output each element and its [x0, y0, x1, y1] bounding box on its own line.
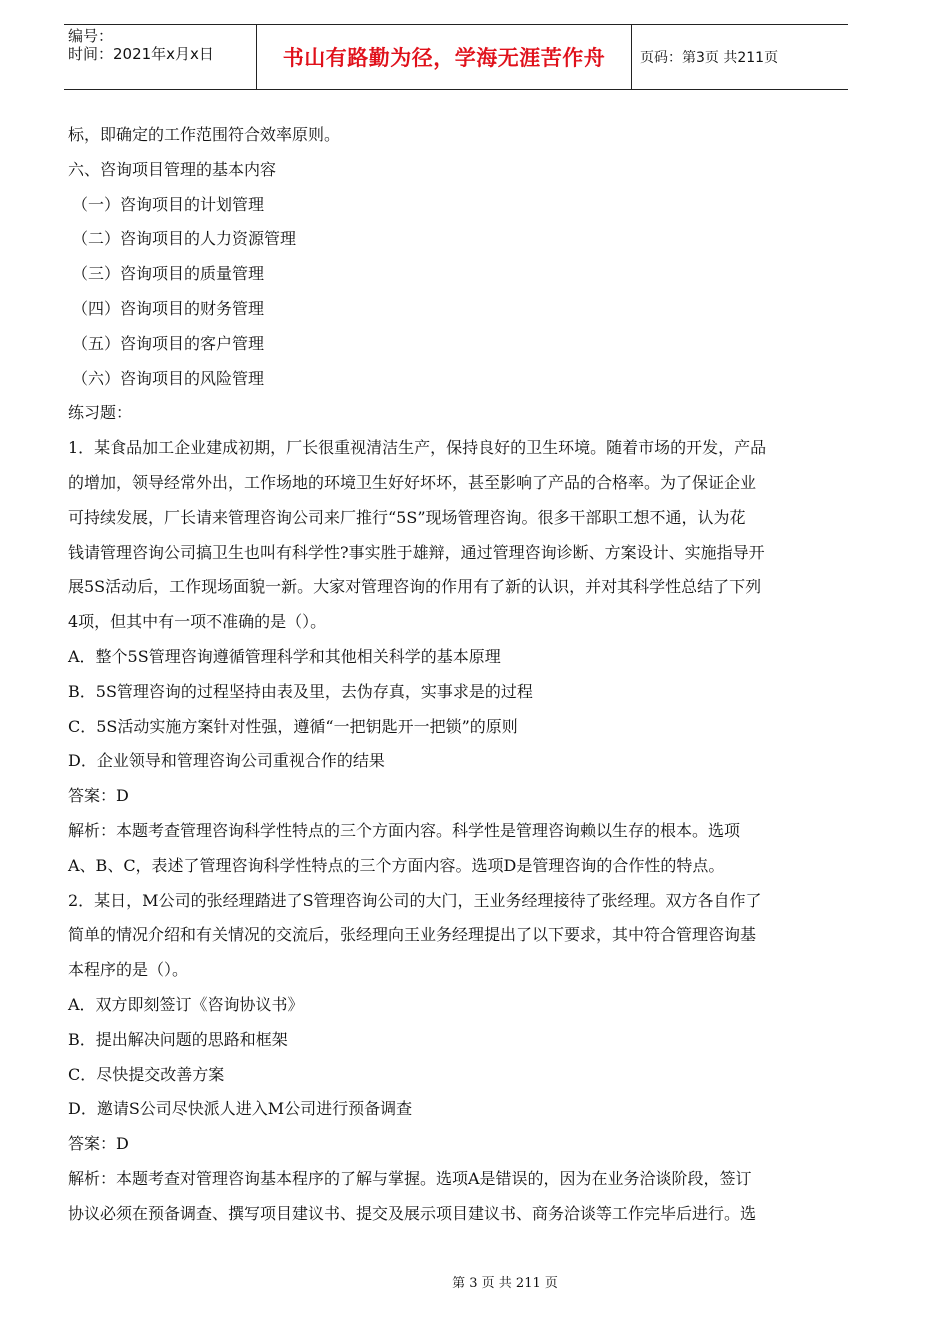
explanation: 解析：本题考查管理咨询科学性特点的三个方面内容。科学性是管理咨询赖以生存的根本。选项	[68, 820, 741, 840]
explanation: 协议必须在预备调查、撰写项目建议书、提交及展示项目建议书、商务洽谈等工作完毕后进行。选	[68, 1203, 757, 1223]
question-text: 简单的情况介绍和有关情况的交流后，张经理向王业务经理提出了以下要求，其中符合管理咨询基	[68, 925, 757, 945]
body-line: 标，即确定的工作范围符合效率原则。	[68, 125, 341, 144]
option-a: A．整个5S管理咨询遵循管理科学和其他相关科学的基本原理	[68, 646, 501, 666]
header-page-info-cell	[632, 25, 848, 89]
option-c: C．尽快提交改善方案	[68, 1064, 225, 1084]
list-item: （六）咨询项目的风险管理	[72, 368, 265, 388]
document-number: 编号：	[68, 27, 114, 45]
header-motto-cell	[256, 25, 632, 89]
page-header	[64, 24, 848, 90]
list-item: （五）咨询项目的客户管理	[72, 333, 265, 353]
question-text: 2．某日，M公司的张经理踏进了S管理咨询公司的大门，王业务经理接待了张经理。双方各自作了	[68, 890, 762, 910]
answer: 答案：D	[68, 1134, 129, 1154]
section-heading: 六、咨询项目管理的基本内容	[68, 159, 277, 179]
answer: 答案：D	[68, 786, 129, 806]
list-item: （三）咨询项目的质量管理	[72, 264, 265, 284]
header-meta	[64, 25, 256, 89]
option-b: B．5S管理咨询的过程坚持由表及里，去伪存真，实事求是的过程	[68, 681, 533, 701]
question-text: 1．某食品加工企业建成初期，厂长很重视清洁生产，保持良好的卫生环境。随着市场的开发，产品	[68, 438, 767, 458]
option-d: D．邀请S公司尽快派人进入M公司进行预备调查	[68, 1099, 413, 1119]
question-text: 的增加，领导经常外出，工作场地的环境卫生好好坏坏，甚至影响了产品的合格率。为了保证企业	[68, 472, 757, 492]
page-footer: 第 3 页 共 211 页	[452, 1276, 558, 1291]
explanation: A、B、C，表述了管理咨询科学性特点的三个方面内容。选项D是管理咨询的合作性的特点。	[68, 855, 725, 875]
option-b: B．提出解决问题的思路和框架	[68, 1029, 288, 1049]
question-text: 4项，但其中有一项不准确的是（）。	[68, 612, 327, 632]
option-a: A．双方即刻签订《咨询协议书》	[68, 994, 304, 1014]
list-item: （一）咨询项目的计划管理	[72, 194, 265, 214]
question-text: 展5S活动后，工作现场面貌一新。大家对管理咨询的作用有了新的认识，并对其科学性总结了下列	[68, 577, 762, 597]
document-body	[68, 118, 838, 1232]
header-page-info: 页码：第3页 共211页	[640, 50, 779, 66]
explanation: 解析：本题考查对管理咨询基本程序的了解与掌握。选项A是错误的，因为在业务洽谈阶段，签订	[68, 1168, 752, 1188]
question-text: 本程序的是（）。	[68, 960, 189, 980]
header-motto: 书山有路勤为径，学海无涯苦作舟	[282, 46, 606, 70]
list-item: （四）咨询项目的财务管理	[72, 298, 265, 318]
question-text: 可持续发展，厂长请来管理咨询公司来厂推行“5S”现场管理咨询。很多干部职工想不通，认为花	[68, 507, 746, 527]
question-text: 钱请管理咨询公司搞卫生也叫有科学性?事实胜于雄辩，通过管理咨询诊断、方案设计、实施指导开	[68, 542, 765, 562]
document-time: 时间：2021年x月x日	[68, 45, 214, 63]
option-c: C．5S活动实施方案针对性强，遵循“一把钥匙开一把锁”的原则	[68, 716, 518, 736]
exercise-heading: 练习题：	[68, 403, 133, 423]
option-d: D．企业领导和管理咨询公司重视合作的结果	[68, 751, 385, 771]
list-item: （二）咨询项目的人力资源管理	[72, 229, 297, 249]
